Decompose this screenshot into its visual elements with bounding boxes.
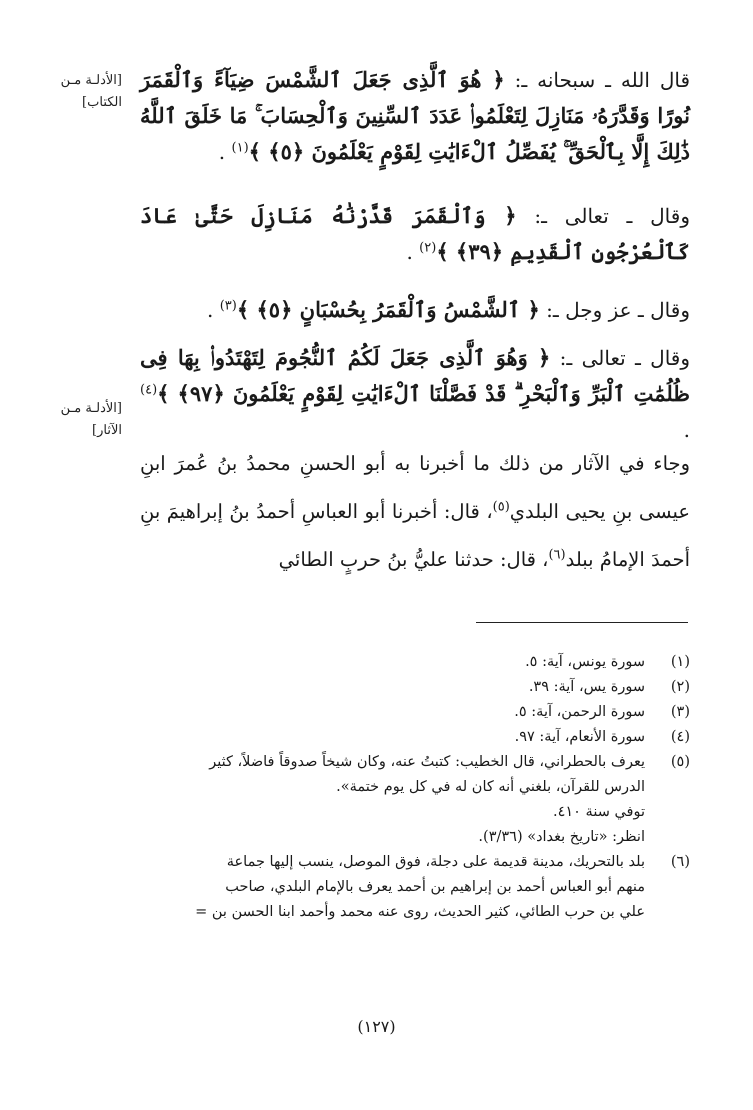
sentence-end: . [406,240,413,264]
footnote-line: علي بن حرب الطائي، كثير الحديث، روى عنه محمد وأحمد ابنا الحسن بن = [195,904,645,920]
quran-verse: ﴿ هُوَ ٱلَّذِى جَعَلَ ٱلشَّمْسَ ضِيَآءً وَٱلْقَمَرَ نُورًا وَقَدَّرَهُۥ مَنَازِلَ لِتَعْلَمُوا۟ عَدَدَ ٱلسِّنِينَ وَٱلْحِسَابَ ۚ مَا خَلَقَ ٱللَّهُ ذَٰلِكَ إِلَّا بِٱلْحَقِّ ۚ يُفَصِّلُ ٱلْءَايَٰتِ لِقَوْمٍ يَعْلَمُونَ ﴿٥﴾ ﴾ [140,67,690,164]
footnote-text [130,750,645,850]
footnote-ref[interactable]: (٦) [548,547,566,563]
sentence-end: . [207,298,214,322]
verse-intro: وقال ـ تعالى ـ: [559,346,690,370]
footnote-number: (٢) [670,679,690,695]
footnote [130,850,690,925]
footnote-line: توفي سنة ٤١٠. [552,804,645,820]
footnote-text [130,850,645,925]
footnote-line: سورة الرحمن، آية: ٥. [514,704,645,720]
paragraph-verse-rahman [140,292,690,328]
paragraph-verse-anam [140,340,690,448]
footnote [130,725,690,750]
footnote [130,700,690,725]
footnote-ref[interactable]: (٢) [419,240,437,256]
narration-part-3: ، قال: حدثنا عليُّ بنُ حربٍ الطائي [278,548,549,571]
footnote [130,675,690,700]
paragraph-verse-yasin [140,198,690,270]
footnote-line: يعرف بالحطراني، قال الخطيب: كتبتُ عنه، وكان شيخاً صدوقاً فاضلاً، كثير [209,754,645,770]
footnotes [130,650,690,925]
footnote [130,750,690,850]
paragraph-traditions [140,440,690,584]
footnote-number: (٣) [670,704,690,720]
footnote-line: بلد بالتحريك، مدينة قديمة على دجلة، فوق الموصل، ينسب إليها جماعة [226,854,645,870]
footnote-number: (٥) [670,754,690,770]
quran-verse: ﴿ وَهُوَ ٱلَّذِى جَعَلَ لَكُمُ ٱلنُّجُومَ لِتَهْتَدُوا۟ بِهَا فِى ظُلُمَٰتِ ٱلْبَرِّ وَٱلْبَحْرِ ۗ قَدْ فَصَّلْنَا ٱلْءَايَٰتِ لِقَوْمٍ يَعْلَمُونَ ﴿٩٧﴾ ﴾ [140,345,691,406]
footnote-text [130,725,645,750]
verse-intro: وقال ـ عز وجل ـ: [546,298,690,322]
verse-intro: قال الله ـ سبحانه ـ: [514,68,691,92]
margin-note-traditions-evidence: [الأدلـة مـن الآثار] [60,401,122,438]
footnote-line: الدرس للقرآن، بلغني أنه كان له في كل يوم ختمة». [336,779,645,795]
footnote-line: سورة يس، آية: ٣٩. [528,679,645,695]
narration-part-2: ، قال: أخبرنا أبو العباسِ أحمدُ بنُ إبراهيمَ بنِ أحمدَ الإمامُ ببلد [140,500,690,571]
footnote [130,650,690,675]
footnote-text [130,650,645,675]
footnote-separator [476,622,688,623]
footnote-number: (٤) [670,729,690,745]
footnote-text [130,700,645,725]
page-number: (١٢٧) [357,1017,396,1036]
quran-verse: ﴿ ٱلشَّمْسُ وَٱلْقَمَرُ بِحُسْبَانٍ ﴿٥﴾ ﴾ [236,297,540,322]
quran-verse: ﴿ وَٱلْقَمَرَ قَدَّرْنَٰهُ مَنَازِلَ حَتَّىٰ عَادَ كَٱلْعُرْجُونِ ٱلْقَدِيمِ ﴿٣٩﴾ ﴾ [140,203,690,264]
footnote-line: منهم أبو العباس أحمد بن إبراهيم بن أحمد يعرف بالإمام البلدي، صاحب [225,879,645,895]
footnote-line: انظر: «تاريخ بغداد» (٣/٣٦). [478,829,645,845]
paragraph-verse-yunus [140,62,690,170]
narration-part-1: وجاء في الآثار من ذلك ما أخبرنا به أبو الحسنِ محمدُ بنُ عُمرَ ابنِ عيسى بنِ يحيى البلدي [140,452,690,523]
sentence-end: . [683,418,690,442]
footnote-ref[interactable]: (١) [231,140,249,156]
footnote-ref[interactable]: (٥) [492,499,510,515]
footnote-text [130,675,645,700]
footnote-number: (١) [670,654,690,670]
footnote-line: سورة الأنعام، آية: ٩٧. [514,729,645,745]
footnote-ref[interactable]: (٣) [219,298,237,314]
footnote-line: سورة يونس، آية: ٥. [525,654,645,670]
margin-note-book-evidence: [الأدلـة مـن الكتاب] [60,73,122,110]
sentence-end: . [218,140,226,164]
verse-intro: وقال ـ تعالى ـ: [534,204,690,228]
footnote-ref[interactable]: (٤) [140,382,158,398]
footnote-number: (٦) [670,854,690,870]
